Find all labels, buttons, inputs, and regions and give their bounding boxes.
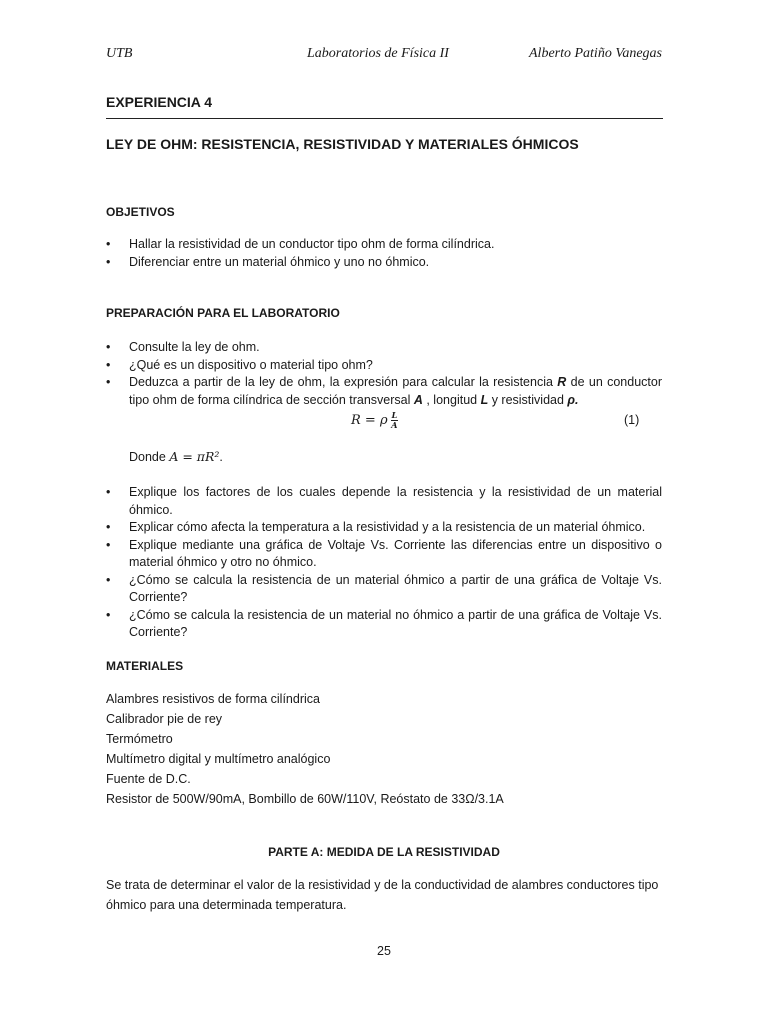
bullet-icon: • bbox=[106, 340, 111, 354]
page-header bbox=[106, 46, 662, 64]
list-item-text: Explicar cómo afecta la temperatura a la resistividad y a la resistencia de un material óhmico. bbox=[129, 520, 646, 534]
material-item: Calibrador pie de rey bbox=[106, 712, 223, 726]
header-institution: UTB bbox=[106, 46, 133, 61]
list-item bbox=[106, 519, 662, 537]
parte-a-heading: PARTE A: MEDIDA DE LA RESISTIVIDAD bbox=[268, 845, 500, 859]
bullet-icon: • bbox=[106, 375, 111, 389]
preparacion-heading: PREPARACIÓN PARA EL LABORATORIO bbox=[106, 306, 340, 320]
donde-line: Donde A = πR². bbox=[129, 449, 223, 464]
bullet-icon: • bbox=[106, 254, 111, 269]
list-item bbox=[106, 607, 662, 642]
fraction-denominator: A bbox=[391, 420, 398, 430]
list-item bbox=[106, 254, 662, 272]
list-item bbox=[106, 572, 662, 607]
resistance-equation bbox=[351, 411, 398, 430]
list-item-text: Explique los factores de los cuales depende la resistencia y la resistividad de un material óhmico. bbox=[129, 485, 662, 517]
bullet-icon: • bbox=[106, 572, 111, 587]
list-item bbox=[106, 339, 662, 357]
materiales-list bbox=[106, 689, 504, 809]
objetivos-list bbox=[106, 236, 662, 271]
header-author: Alberto Patiño Vanegas bbox=[529, 46, 662, 61]
donde-label: Donde bbox=[129, 450, 170, 464]
preparacion-list-2 bbox=[106, 484, 662, 642]
bullet-icon: • bbox=[106, 357, 111, 372]
list-item-text: Consulte la ley de ohm. bbox=[129, 340, 260, 354]
list-item bbox=[106, 357, 662, 375]
fraction-numerator: L bbox=[391, 410, 398, 420]
equation-number: (1) bbox=[624, 413, 640, 427]
header-course: Laboratorios de Física II bbox=[307, 46, 449, 61]
equation-row bbox=[106, 411, 662, 439]
area-formula: A = πR² bbox=[169, 449, 220, 464]
title-divider bbox=[106, 118, 663, 119]
list-item-text: ¿Cómo se calcula la resistencia de un material óhmico a partir de una gráfica de Voltaje Vs. Corriente? bbox=[129, 572, 662, 604]
list-item-text: ¿Cómo se calcula la resistencia de un material no óhmico a partir de una gráfica de Voltaje Vs. Corriente? bbox=[129, 607, 662, 639]
material-item: Termómetro bbox=[106, 732, 173, 746]
material-item: Fuente de D.C. bbox=[106, 772, 191, 786]
equation-fraction bbox=[391, 411, 399, 430]
deduzca-text: Deduzca a partir de la ley de ohm, la expresión para calcular la resistencia R de un conductor tipo ohm de forma cilíndrica de sección transversal A , longitud L y resistividad ρ. bbox=[129, 375, 663, 407]
experiment-subtitle: LEY DE OHM: RESISTENCIA, RESISTIVIDAD Y MATERIALES ÓHMICOS bbox=[106, 136, 579, 152]
material-item: Resistor de 500W/90mA, Bombillo de 60W/110V, Reóstato de 33Ω/3.1A bbox=[106, 792, 504, 806]
list-item-text: Diferenciar entre un material óhmico y uno no óhmico. bbox=[129, 254, 430, 269]
list-item bbox=[106, 484, 662, 519]
equation-lhs: R = ρ bbox=[351, 413, 388, 428]
bullet-icon: • bbox=[106, 537, 111, 552]
material-item: Multímetro digital y multímetro analógico bbox=[106, 752, 331, 766]
preparacion-list bbox=[106, 339, 662, 409]
bullet-icon: • bbox=[106, 607, 111, 622]
bullet-icon: • bbox=[106, 485, 111, 499]
parte-a-paragraph: Se trata de determinar el valor de la resistividad y de la conductividad de alambres conductores tipo óhmico para una determinada temperatura. bbox=[106, 878, 659, 912]
list-item bbox=[106, 374, 662, 409]
list-item bbox=[106, 236, 662, 254]
bullet-icon: • bbox=[106, 237, 111, 251]
experiment-title: EXPERIENCIA 4 bbox=[106, 94, 213, 110]
list-item-text: Explique mediante una gráfica de Voltaje Vs. Corriente las diferencias entre un dispositivo o material óhmico y otro no óhmico. bbox=[129, 537, 662, 569]
list-item-text: Hallar la resistividad de un conductor tipo ohm de forma cilíndrica. bbox=[129, 237, 495, 251]
list-item-text: ¿Qué es un dispositivo o material tipo ohm? bbox=[129, 357, 373, 372]
material-item: Alambres resistivos de forma cilíndrica bbox=[106, 692, 320, 706]
bullet-icon: • bbox=[106, 520, 111, 534]
objetivos-heading: OBJETIVOS bbox=[106, 205, 175, 219]
page-number: 25 bbox=[377, 944, 391, 958]
materiales-heading: MATERIALES bbox=[106, 659, 184, 673]
list-item bbox=[106, 537, 662, 572]
